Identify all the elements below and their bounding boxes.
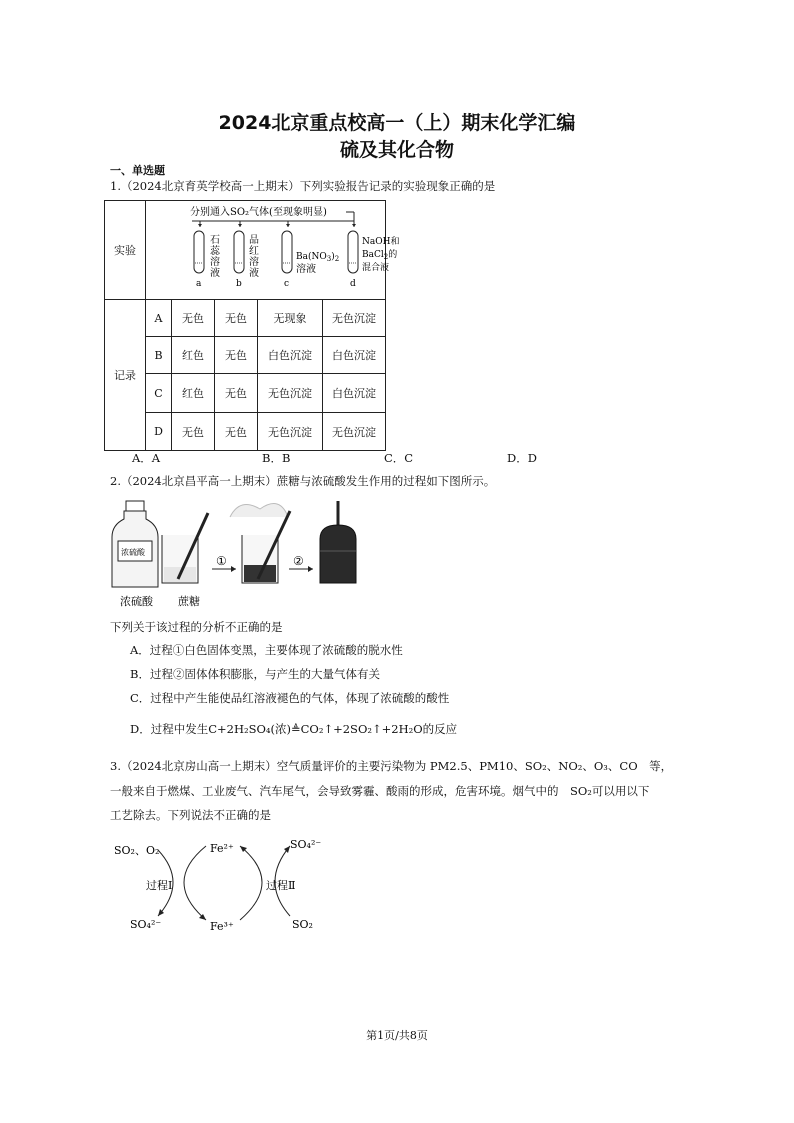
q1-option-d: D．D (507, 451, 537, 465)
q1-stem: 1.（2024北京育英学校高一上期末）下列实验报告记录的实验现象正确的是 (110, 179, 496, 193)
reaction-beaker (230, 504, 290, 583)
caption-acid: 浓硫酸 (120, 595, 153, 608)
label-sulfate-right: SO₄²⁻ (290, 838, 322, 851)
tube-d (348, 221, 399, 289)
cell: 红色 (172, 374, 215, 413)
row-key: C (146, 374, 172, 413)
label-process-2: 过程Ⅱ (266, 879, 296, 892)
q3-line-1: 3.（2024北京房山高一上期末）空气质量评价的主要污染物为 PM2.5、PM10、SO₂、NO₂、O₃、CO 等， (110, 759, 673, 773)
label-process-1: 过程Ⅰ (146, 879, 173, 892)
svg-text:蕊: 蕊 (210, 246, 220, 257)
svg-text:b: b (236, 279, 242, 289)
bottle-label: 浓硫酸 (121, 548, 145, 557)
cell: 无色沉淀 (323, 413, 386, 451)
row-key: A (146, 300, 172, 337)
cell: 白色沉淀 (258, 337, 323, 374)
diagram-header: 分别通入SO₂气体(至现象明显) (190, 207, 327, 218)
svg-text:BaCl2的: BaCl$_2$的 (362, 250, 398, 261)
record-label: 记录 (105, 300, 146, 451)
page-footer: 第1页/共8页 (366, 1029, 428, 1042)
tube-a (194, 221, 221, 289)
svg-text:NaOH和: NaOH和 (362, 237, 400, 247)
step-2-label: ② (293, 554, 304, 568)
cell: 无色 (172, 300, 215, 337)
label-so2-o2: SO₂、O₂ (114, 844, 160, 857)
label-fe2: Fe²⁺ (210, 842, 234, 855)
row-key: D (146, 413, 172, 451)
sugar-acid-figure (108, 495, 368, 610)
cell: 无色 (215, 337, 258, 374)
svg-text:c: c (284, 279, 290, 289)
svg-text:液: 液 (249, 268, 259, 279)
cell: 白色沉淀 (323, 374, 386, 413)
q1-option-c: C．C (384, 451, 414, 465)
q2-option-c: C．过程中产生能使品红溶液褪色的气体，体现了浓硫酸的酸性 (130, 691, 450, 705)
q2-ask: 下列关于该过程的分析不正确的是 (110, 620, 283, 634)
arc-left-inner (184, 846, 206, 920)
svg-text:品: 品 (249, 235, 259, 246)
svg-text:混合液: 混合液 (362, 263, 390, 273)
label-fe3: Fe³⁺ (210, 920, 234, 933)
q2-option-b: B．过程②固体体积膨胀，与产生的大量气体有关 (130, 667, 380, 681)
cell: 无色 (215, 300, 258, 337)
svg-text:d: d (350, 279, 356, 289)
page-subtitle: 硫及其化合物 (339, 139, 454, 161)
q1-option-b: B．B (262, 451, 291, 465)
cell: 无色沉淀 (258, 374, 323, 413)
cell: 无色 (172, 413, 215, 451)
exp-label: 实验 (105, 201, 146, 300)
cell: 白色沉淀 (323, 337, 386, 374)
caption-sugar: 蔗糖 (178, 595, 200, 608)
test-tube-diagram (146, 201, 400, 296)
cell: 无色 (215, 413, 258, 451)
svg-text:石: 石 (210, 235, 220, 246)
cell: 无色 (215, 374, 258, 413)
sugar-beaker (162, 513, 208, 583)
step-1-label: ① (216, 554, 227, 568)
cell: 无色沉淀 (323, 300, 386, 337)
tube-b (234, 221, 259, 289)
q2-option-d: D．过程中发生C+2H₂SO₄(浓)≜CO₂↑+2SO₂↑+2H₂O的反应 (130, 722, 458, 736)
experiment-diagram-cell (146, 201, 400, 300)
svg-text:溶: 溶 (210, 257, 220, 268)
label-sulfate-left: SO₄²⁻ (130, 918, 162, 931)
svg-text:溶液: 溶液 (296, 264, 316, 275)
tube-c (282, 221, 339, 289)
section-heading: 一、单选题 (110, 164, 165, 177)
row-key: B (146, 337, 172, 374)
page-title: 2024北京重点校高一（上）期末化学汇编 (218, 112, 576, 134)
q2-option-a: A．过程①白色固体变黑，主要体现了浓硫酸的脱水性 (130, 643, 403, 657)
q2-stem: 2.（2024北京昌平高一上期末）蔗糖与浓硫酸发生作用的过程如下图所示。 (110, 474, 496, 488)
desulfurization-cycle-diagram (110, 832, 340, 937)
acid-bottle (112, 501, 158, 587)
svg-text:液: 液 (210, 268, 220, 279)
cell: 无色沉淀 (258, 413, 323, 451)
arc-right-inner (240, 846, 262, 920)
q1-option-a: A．A (132, 451, 161, 465)
svg-text:红: 红 (249, 246, 259, 257)
cell: 红色 (172, 337, 215, 374)
svg-text:a: a (196, 279, 202, 289)
expanded-carbon-beaker (320, 501, 356, 583)
label-so2-right: SO₂ (292, 918, 313, 931)
cell: 无现象 (258, 300, 323, 337)
svg-text:Ba(NO3)2: $Ba(NO_3)_2$ (296, 252, 340, 263)
svg-text:溶: 溶 (249, 257, 259, 268)
q3-line-2: 一般来自于燃煤、工业废气、汽车尾气，会导致雾霾、酸雨的形成，危害环境。烟气中的 SO₂可以用以下 (110, 784, 650, 798)
q1-record-table (104, 200, 400, 451)
q3-line-3: 工艺除去。下列说法不正确的是 (110, 808, 271, 822)
